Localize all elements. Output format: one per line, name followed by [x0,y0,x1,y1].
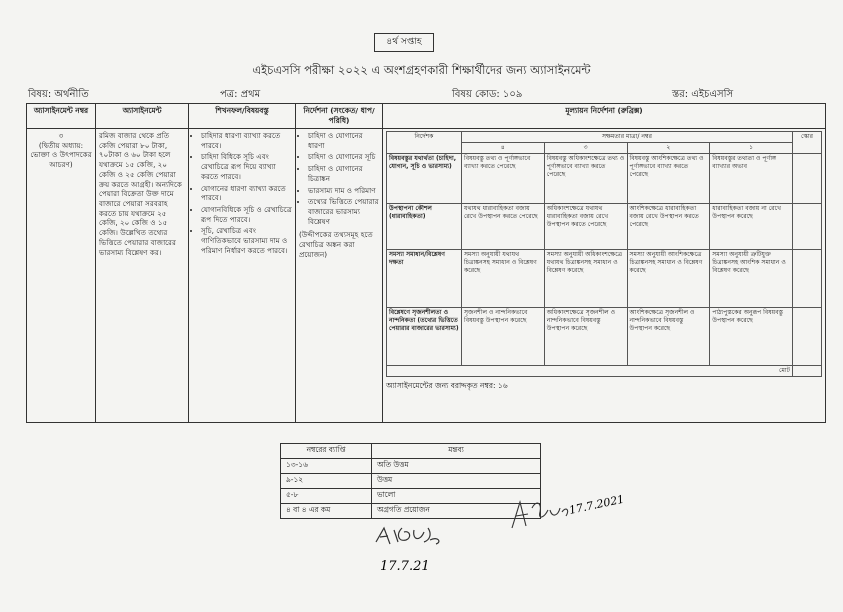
scale-remark: অগ্রগতি প্রয়োজন [372,504,541,519]
list-item: • চাহিদার ধারণা ব্যাখ্যা করতে পারবে। [201,131,292,150]
rubric-total-label: মোট [387,365,793,376]
signature-right-date: 17.7.2021 [567,492,626,517]
rubric-cell-text: আংশিকক্ষেত্রে ধারাবাহিকতা বজায় রেখে উপস্থাপন করতে পেরেছে [627,203,710,249]
outcomes-list [192,131,292,256]
list-item: • ভারসাম্য দাম ও পরিমাণ [308,186,379,196]
rubric-cell-text: ধারাবাহিকতা বজায় না রেখে উপস্থাপন করেছে [710,203,793,249]
list-item: • চাহিদা ও যোগানের চিত্রাঙ্কন [308,164,379,183]
rubric-cell-text: পাঠ্যপুস্তকের অনুরূপ বিষয়বস্তু উপস্থাপন করেছে [710,307,793,365]
rubric-level: ৩ [544,142,627,153]
assignment-number: ৩ [58,130,64,140]
header-assignment-no: অ্যাসাইনমেন্ট নম্বর [27,104,96,129]
table-row [387,365,822,376]
assignment-table [26,103,826,423]
rubric-cell-text: বিষয়বস্তু অধিকাংশক্ষেত্রে তথ্য ও পূর্ণাঙ্গভাবে ব্যাখ্যা করতে পেরেছে [544,153,627,203]
scale-range: ৯-১২ [281,474,372,489]
scale-range: ৪ বা ৪ এর কম [281,504,372,519]
scale-range: ১৩-১৬ [281,459,372,474]
rubric-cell [383,128,826,422]
table-row [387,249,822,307]
chapter-label: (দ্বিতীয় অধ্যায়: ভোক্তা ও উৎপাদকের আচরণ) [30,140,92,170]
table-row [387,307,822,365]
subject-code-label: বিষয় কোড: ১০৯ [452,89,523,100]
table-row [281,504,541,519]
rubric-cell-text: অধিকাংশক্ষেত্রে যথাযথ ধারাবাহিকতা বজায় রেখে উপস্থাপন করতে পেরেছে [544,203,627,249]
list-item: • তথ্যের ভিত্তিতে পেয়ারার বাজারের ভারসাম্য বিশ্লেষণ [308,197,379,226]
rubric-level: ৪ [462,142,545,153]
scale-range-header: নম্বরের ব্যাপ্তি [281,444,372,459]
rubric-cell-text: সমস্যা অনুযায়ী ত্রুটিযুক্ত চিত্রাঙ্কনসহ আংশিক সমাধান ও বিশ্লেষণ করেছে [710,249,793,307]
list-item: • সূচি, রেখাচিত্র এবং গাণিতিকভাবে ভারসাম্য দাম ও পরিমাণ নির্ধারণ করতে পারবে। [201,226,292,255]
rubric-cell-text: বিষয়বস্তু তথ্য ও পূর্ণাঙ্গভাবে ব্যাখ্যা করতে পেরেছে [462,153,545,203]
list-item: • যোগানবিধিকে সূচি ও রেখাচিত্রে রূপ দিতে পারবে। [201,205,292,224]
table-row [281,474,541,489]
rubric-score-cell [793,153,822,203]
paper-label: পত্র: প্রথম [220,89,261,100]
table-row [387,153,822,203]
rubric-cell-text: আংশিকক্ষেত্রে সৃজনশীল ও নান্দনিকভাবে বিষয়বস্তু উপস্থাপন করেছে [627,307,710,365]
rubric-score-cell [793,307,822,365]
signature-left [368,520,448,580]
signature-left-date: 17.7.21 [380,559,430,574]
rubric-cell-text: সমস্যা অনুযায়ী আংশিকক্ষেত্রে চিত্রাঙ্কনসহ সমাধান ও বিশ্লেষণ করেছে [627,249,710,307]
header-assignment: অ্যাসাইনমেন্ট [96,104,189,129]
rubric-criterion: উপস্থাপনা কৌশল (ধারাবাহিকতা) [387,203,462,249]
rubric-table [386,131,822,377]
total-marks-note: অ্যাসাইনমেন্টের জন্য বরাদ্দকৃত নম্বর: ১৬ [386,380,508,390]
header-evaluation: মূল্যায়ন নির্দেশনা (রুব্রিক্স) [383,104,826,129]
subject-label: বিষয়: অর্থনীতি [28,89,89,100]
list-item: • চাহিদা ও যোগানের ধারণা [308,131,379,150]
list-item: • চাহিদা ও যোগানের সূচি [308,152,379,162]
marks-scale-table [280,443,541,519]
rubric-cell-text: সমস্যা অনুযায়ী অধিকাংশক্ষেত্রে যথাযথ চিত্রাঙ্কনসহ সমাধান ও বিশ্লেষণ করেছে [544,249,627,307]
assignment-text: রমিজ বাজার থেকে প্রতি কেজি পেয়ারা ৮০ টাকা, ৭০টাকা ও ৬০ টাকা হলে যথাক্রমে ১৫ কেজি, ২০ কেজি ও ২৫ কেজি পেয়ারা ক্রয় করতে আগ্রহী। অন্যদিকে পেয়ারা বিক্রেতা উক্ত দামে বাজারে পেয়ারা সরবরাহ করতে চায় যথাক্রমে ২৫ কেজি, ২০ কেজি ও ১৫ কেজি। উল্লেখিত তথ্যের ভিত্তিতে পেয়ারার বাজারের ভারসাম্য বিশ্লেষণ কর। [96,128,189,422]
rubric-score-header: স্কোর [793,131,822,153]
rubric-cell-text: বিষয়বস্তুর তথ্যতা ও পূর্ণাঙ্গ ব্যাখ্যার অভাব [710,153,793,203]
scale-remark: অতি উত্তম [372,459,541,474]
rubric-criterion: সমস্যা সমাধান/বিশ্লেষণ দক্ষতা [387,249,462,307]
rubric-cell-text: যথাযথ ধারাবাহিকতা বজায় রেখে উপস্থাপন করতে পেরেছে [462,203,545,249]
week-label: ৪র্থ সপ্তাহ [374,33,434,52]
header-outcome: শিখনফল/বিষয়বস্তু [189,104,296,129]
level-label: স্তর: এইচএসসি [672,89,734,100]
rubric-cell-text: সমস্যা অনুযায়ী যথাযথ চিত্রাঙ্কনসহ সমাধান ও বিশ্লেষণ করেছে [462,249,545,307]
rubric-criterion: বিশ্লেষণে সৃজনশীলতা ও নান্দনিকতা (তথ্যের ভিত্তিতে পেয়ারার বাজারের ভারসাম্য) [387,307,462,365]
rubric-scale-header: সক্ষমতার মাত্রা/ নম্বর [462,131,793,142]
rubric-score-cell [793,249,822,307]
outcomes-cell [189,128,296,422]
assignment-number-cell [27,128,96,422]
rubric-criterion: বিষয়বস্তুর যথার্থতা (চাহিদা, যোগান, সূচি ও ভারসাম্য) [387,153,462,203]
rubric-cell-text: অধিকাংশক্ষেত্রে সৃজনশীল ও নান্দনিকভাবে বিষয়বস্তু উপস্থাপন করেছে [544,307,627,365]
rubric-level: ১ [710,142,793,153]
signature-right [506,488,626,538]
instructions-list [299,131,379,226]
table-row [281,459,541,474]
rubric-score-cell [793,203,822,249]
list-item: • চাহিদা বিধিকে সূচি এবং রেখাচিত্রে রূপ দিয়ে ব্যাখ্যা করতে পারবে। [201,152,292,181]
scale-remark-header: মন্তব্য [372,444,541,459]
instructions-cell [296,128,383,422]
rubric-criterion-header: নির্দেশক [387,131,462,153]
rubric-cell-text: সৃজনশীল ও নান্দনিকভাবে বিষয়বস্তু উপস্থাপন করেছে [462,307,545,365]
list-item: • যোগানের ধারণা ব্যাখ্যা করতে পারবে। [201,184,292,203]
scale-remark: ভালো [372,489,541,504]
scale-range: ৫-৮ [281,489,372,504]
scale-remark: উত্তম [372,474,541,489]
document-title: এইচএসসি পরীক্ষা ২০২২ এ অংশগ্রহণকারী শিক্ষার্থীদের জন্য অ্যাসাইনমেন্ট [252,63,591,77]
instructions-note: (উদ্দীপকের তথ্যসমূহ হতে রেখাচিত্র অঙ্কন করা প্রয়োজন) [299,230,373,259]
header-instructions: নির্দেশনা (সংকেত/ ধাপ/ পরিধি) [296,104,383,129]
rubric-cell-text: বিষয়বস্তু আংশিকক্ষেত্রে তথ্য ও পূর্ণাঙ্গভাবে ব্যাখ্যা করতে পেরেছে [627,153,710,203]
table-row [387,203,822,249]
table-row [281,489,541,504]
rubric-total-cell [793,365,822,376]
rubric-level: ২ [627,142,710,153]
